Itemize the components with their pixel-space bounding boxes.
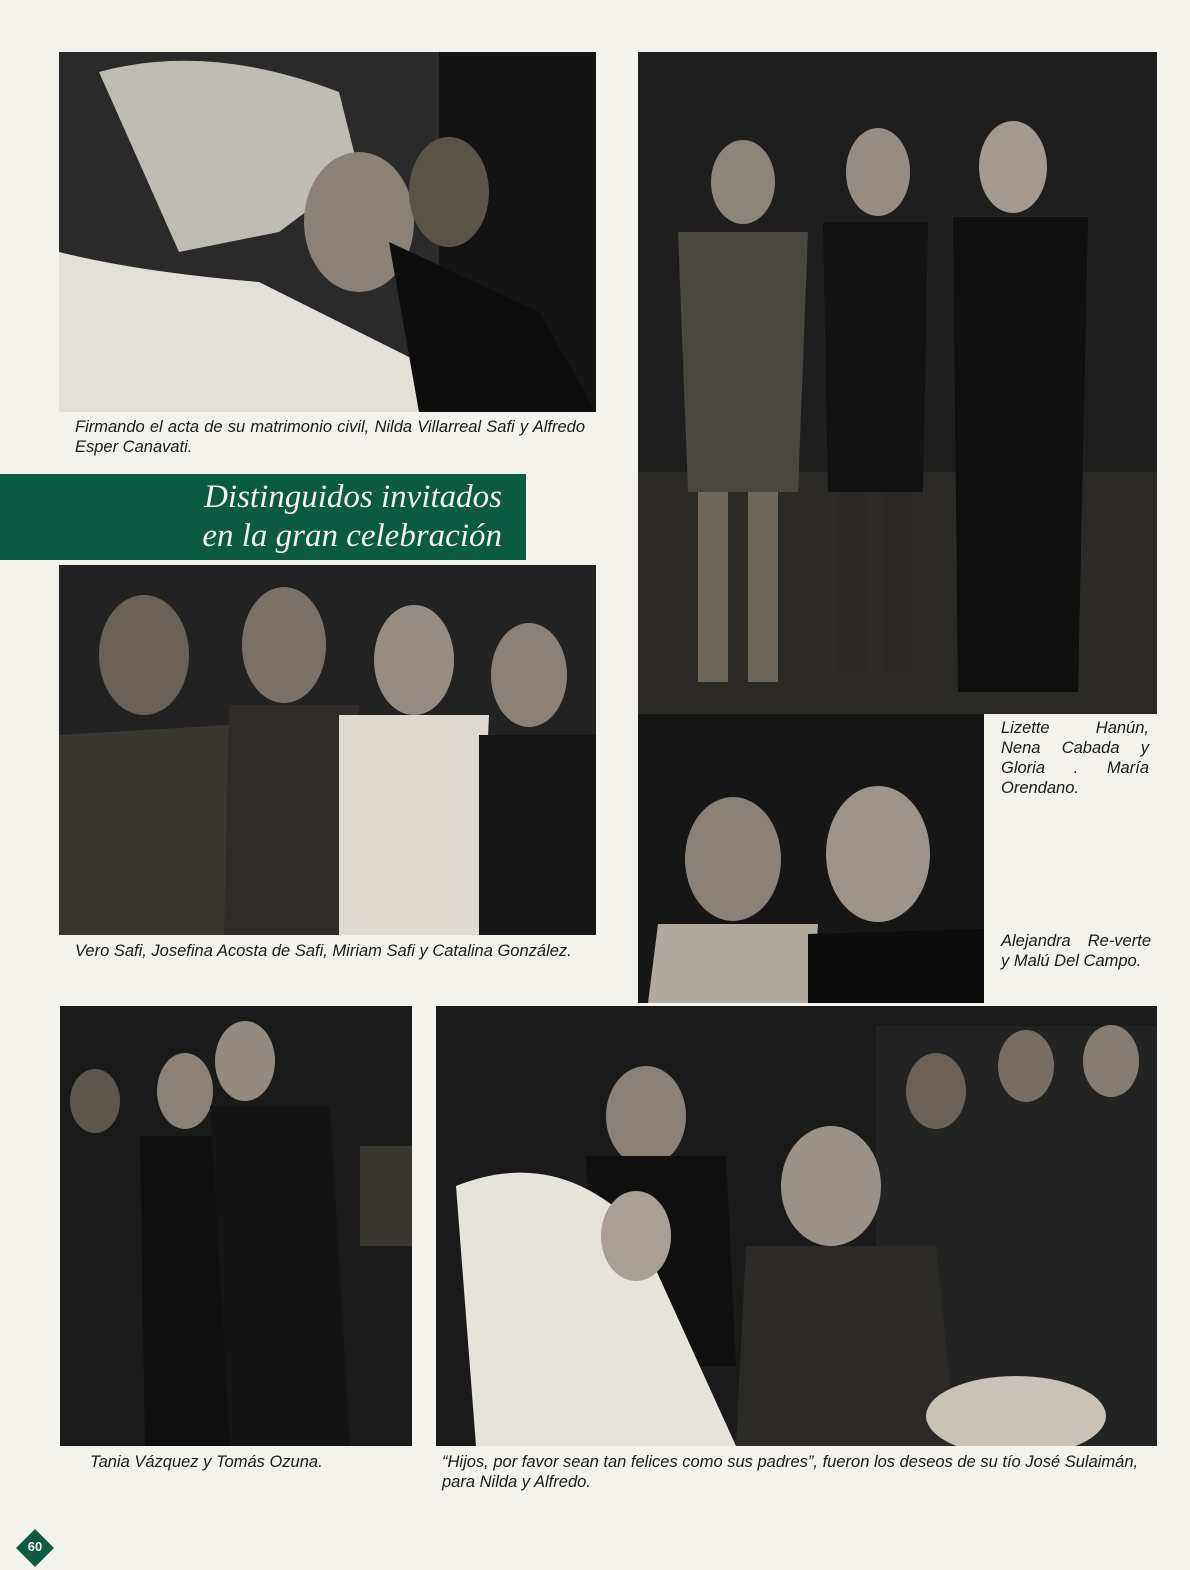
section-banner	[0, 474, 526, 560]
caption-dance: “Hijos, por favor sean tan felices como sus padres”, fueron los deseos de su tío José Sulaimán, para Nilda y Alfredo.	[442, 1453, 1139, 1491]
photo-two-women	[638, 714, 984, 1003]
photo-four-women	[59, 565, 596, 935]
photo-trio-standing	[638, 52, 1157, 714]
caption-trio-standing: Lizette Hanún, Nena Cabada y Gloria . María Orendano.	[1001, 719, 1149, 797]
photo-couple	[60, 1006, 412, 1446]
page-number	[14, 1527, 56, 1569]
banner-line-1: Distinguidos invitados	[204, 479, 502, 515]
caption-couple: Tania Vázquez y Tomás Ozuna.	[90, 1453, 323, 1471]
caption-four-women: Vero Safi, Josefina Acosta de Safi, Miriam Safi y Catalina González.	[75, 942, 572, 960]
page-number-text: 60	[27, 1539, 43, 1554]
banner-line-2: en la gran celebración	[202, 518, 502, 554]
photo-dance	[436, 1006, 1157, 1446]
caption-wedding-signing: Firmando el acta de su matrimonio civil, Nilda Villarreal Safi y Alfredo Esper Canavati.	[75, 418, 585, 456]
caption-two-women: Alejandra Re-verte y Malú Del Campo.	[1001, 932, 1151, 970]
photo-wedding-signing	[59, 52, 596, 412]
